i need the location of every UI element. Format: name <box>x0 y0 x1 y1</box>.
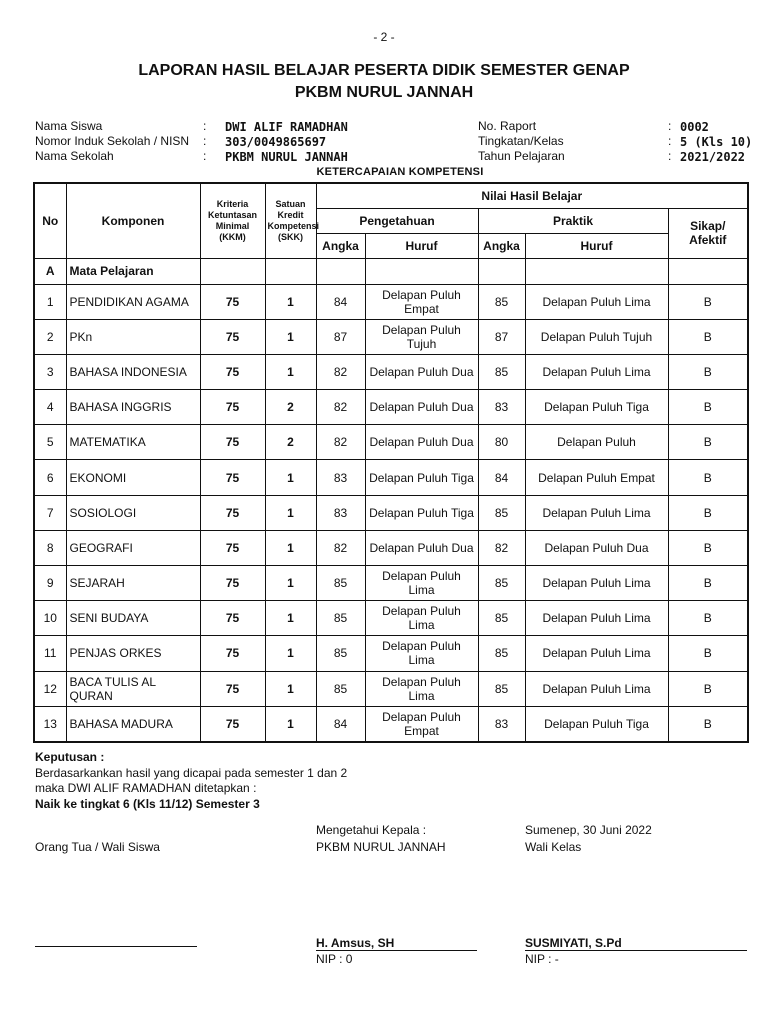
skk-value: 1 <box>265 460 316 495</box>
kkm-value: 75 <box>200 390 265 425</box>
knowledge-words: Delapan Puluh Tiga <box>365 460 478 495</box>
row-number: 5 <box>34 425 66 460</box>
header-nilai-hasil-belajar: Nilai Hasil Belajar <box>316 183 748 208</box>
row-number: 1 <box>34 284 66 319</box>
row-number: 13 <box>34 706 66 742</box>
report-title-line2: PKBM NURUL JANNAH <box>294 84 474 101</box>
teacher-caption: Wali Kelas <box>525 840 582 854</box>
knowledge-score: 83 <box>316 495 365 530</box>
subject-name: BAHASA INGGRIS <box>66 390 200 425</box>
practice-score: 82 <box>478 530 525 565</box>
practice-score: 83 <box>478 706 525 742</box>
table-row <box>34 566 748 601</box>
practice-score: 85 <box>478 495 525 530</box>
header-pengetahuan: Pengetahuan <box>316 208 478 233</box>
table-row <box>34 530 748 565</box>
header-huruf: Huruf <box>525 233 668 258</box>
subject-name: SOSIOLOGI <box>66 495 200 530</box>
decision-line2: maka DWI ALIF RAMADHAN ditetapkan : <box>35 781 257 795</box>
report-title-line1: LAPORAN HASIL BELAJAR PESERTA DIDIK SEMESTER GENAP <box>138 62 630 79</box>
practice-score: 85 <box>478 354 525 389</box>
empty-cell <box>316 258 365 284</box>
subject-name: BAHASA MADURA <box>66 706 200 742</box>
practice-words: Delapan Puluh Empat <box>525 460 668 495</box>
subject-name: BAHASA INDONESIA <box>66 354 200 389</box>
colon: : <box>668 149 672 163</box>
row-number: 9 <box>34 566 66 601</box>
skk-value: 1 <box>265 284 316 319</box>
table-row <box>34 671 748 706</box>
report-number-label: No. Raport <box>478 119 537 133</box>
colon: : <box>203 149 207 163</box>
knowledge-words: Delapan Puluh Lima <box>365 566 478 601</box>
attitude-grade: B <box>668 319 748 354</box>
parent-label: Orang Tua / Wali Siswa <box>35 840 160 854</box>
practice-words: Delapan Puluh Lima <box>525 566 668 601</box>
table-row <box>34 460 748 495</box>
practice-words: Delapan Puluh Lima <box>525 671 668 706</box>
attitude-grade: B <box>668 460 748 495</box>
skk-value: 1 <box>265 601 316 636</box>
knowledge-words: Delapan Puluh Dua <box>365 390 478 425</box>
table-row <box>34 319 748 354</box>
knowledge-score: 87 <box>316 319 365 354</box>
attitude-grade: B <box>668 495 748 530</box>
skk-value: 1 <box>265 671 316 706</box>
nisn-label: Nomor Induk Sekolah / NISN <box>35 134 190 148</box>
knowledge-score: 85 <box>316 601 365 636</box>
practice-words: Delapan Puluh Lima <box>525 601 668 636</box>
header-kkm: Kriteria Ketuntasan Minimal (KKM) <box>200 183 265 258</box>
practice-score: 85 <box>478 636 525 671</box>
section-code: A <box>34 258 66 284</box>
knowledge-words: Delapan Puluh Tujuh <box>365 319 478 354</box>
practice-score: 83 <box>478 390 525 425</box>
kkm-value: 75 <box>200 530 265 565</box>
subject-name: EKONOMI <box>66 460 200 495</box>
knowledge-words: Delapan Puluh Lima <box>365 636 478 671</box>
attitude-grade: B <box>668 566 748 601</box>
attitude-grade: B <box>668 671 748 706</box>
knowledge-score: 82 <box>316 425 365 460</box>
header-komponen: Komponen <box>66 183 200 258</box>
subject-name: GEOGRAFI <box>66 530 200 565</box>
attitude-grade: B <box>668 601 748 636</box>
attitude-grade: B <box>668 425 748 460</box>
empty-cell <box>525 258 668 284</box>
kkm-value: 75 <box>200 601 265 636</box>
row-number: 4 <box>34 390 66 425</box>
skk-value: 1 <box>265 706 316 742</box>
empty-cell <box>200 258 265 284</box>
head-signature-line <box>316 950 477 951</box>
knowledge-words: Delapan Puluh Empat <box>365 706 478 742</box>
subject-name: PENJAS ORKES <box>66 636 200 671</box>
practice-score: 84 <box>478 460 525 495</box>
knowledge-score: 85 <box>316 671 365 706</box>
colon: : <box>203 134 207 148</box>
school-year-label: Tahun Pelajaran <box>478 149 565 163</box>
knowledge-words: Delapan Puluh Dua <box>365 530 478 565</box>
practice-score: 80 <box>478 425 525 460</box>
table-row <box>34 636 748 671</box>
kkm-value: 75 <box>200 284 265 319</box>
table-row <box>34 284 748 319</box>
subject-name: PKn <box>66 319 200 354</box>
kkm-value: 75 <box>200 636 265 671</box>
table-row <box>34 601 748 636</box>
school-name-label: Nama Sekolah <box>35 149 114 163</box>
empty-cell <box>478 258 525 284</box>
row-number: 12 <box>34 671 66 706</box>
attitude-grade: B <box>668 636 748 671</box>
header-sikap: Sikap/ Afektif <box>668 208 748 258</box>
colon: : <box>203 119 207 133</box>
knowledge-score: 83 <box>316 460 365 495</box>
teacher-signature-line <box>525 950 747 951</box>
practice-words: Delapan Puluh Dua <box>525 530 668 565</box>
header-huruf: Huruf <box>365 233 478 258</box>
kkm-value: 75 <box>200 706 265 742</box>
nisn-value: 303/0049865697 <box>225 135 327 149</box>
kkm-value: 75 <box>200 495 265 530</box>
table-row <box>34 390 748 425</box>
decision-result: Naik ke tingkat 6 (Kls 11/12) Semester 3 <box>35 797 260 811</box>
grades-table <box>33 182 749 743</box>
knowledge-score: 82 <box>316 530 365 565</box>
parent-signature-line <box>35 946 197 947</box>
practice-score: 85 <box>478 601 525 636</box>
practice-words: Delapan Puluh Tiga <box>525 706 668 742</box>
school-name-value: PKBM NURUL JANNAH <box>225 150 348 164</box>
section-title: KETERCAPAIAN KOMPETENSI <box>316 166 484 178</box>
attitude-grade: B <box>668 530 748 565</box>
knowledge-words: Delapan Puluh Tiga <box>365 495 478 530</box>
knowledge-score: 85 <box>316 636 365 671</box>
knowledge-words: Delapan Puluh Empat <box>365 284 478 319</box>
skk-value: 1 <box>265 636 316 671</box>
row-number: 10 <box>34 601 66 636</box>
practice-score: 85 <box>478 671 525 706</box>
practice-words: Delapan Puluh Tujuh <box>525 319 668 354</box>
knowledge-words: Delapan Puluh Dua <box>365 425 478 460</box>
practice-words: Delapan Puluh Lima <box>525 354 668 389</box>
head-caption-2: PKBM NURUL JANNAH <box>316 840 446 854</box>
header-angka: Angka <box>316 233 365 258</box>
empty-cell <box>365 258 478 284</box>
row-number: 8 <box>34 530 66 565</box>
skk-value: 2 <box>265 390 316 425</box>
skk-value: 1 <box>265 354 316 389</box>
practice-score: 85 <box>478 284 525 319</box>
knowledge-words: Delapan Puluh Lima <box>365 601 478 636</box>
header-angka: Angka <box>478 233 525 258</box>
practice-score: 87 <box>478 319 525 354</box>
class-value: 5 (Kls 10) <box>680 135 753 149</box>
student-name-value: DWI ALIF RAMADHAN <box>225 120 348 134</box>
class-label: Tingkatan/Kelas <box>478 134 564 148</box>
colon: : <box>668 134 672 148</box>
page-number: - 2 - <box>373 30 395 44</box>
row-number: 3 <box>34 354 66 389</box>
school-year-value: 2021/2022 <box>680 150 746 164</box>
section-label: Mata Pelajaran <box>66 258 200 284</box>
knowledge-score: 84 <box>316 706 365 742</box>
table-row <box>34 706 748 742</box>
place-date: Sumenep, 30 Juni 2022 <box>525 823 652 837</box>
student-name-label: Nama Siswa <box>35 119 103 133</box>
practice-score: 85 <box>478 566 525 601</box>
decision-heading: Keputusan : <box>35 750 105 764</box>
colon: : <box>668 119 672 133</box>
skk-value: 1 <box>265 495 316 530</box>
subject-name: MATEMATIKA <box>66 425 200 460</box>
practice-words: Delapan Puluh Lima <box>525 284 668 319</box>
knowledge-score: 82 <box>316 354 365 389</box>
table-row <box>34 495 748 530</box>
subject-name: BACA TULIS AL QURAN <box>66 671 200 706</box>
report-number-value: 0002 <box>680 120 709 134</box>
kkm-value: 75 <box>200 319 265 354</box>
subject-name: SENI BUDAYA <box>66 601 200 636</box>
practice-words: Delapan Puluh Lima <box>525 636 668 671</box>
skk-value: 2 <box>265 425 316 460</box>
attitude-grade: B <box>668 390 748 425</box>
kkm-value: 75 <box>200 425 265 460</box>
teacher-nip: NIP : - <box>525 952 559 966</box>
knowledge-score: 85 <box>316 566 365 601</box>
skk-value: 1 <box>265 530 316 565</box>
skk-value: 1 <box>265 566 316 601</box>
attitude-grade: B <box>668 284 748 319</box>
table-row <box>34 425 748 460</box>
attitude-grade: B <box>668 706 748 742</box>
practice-words: Delapan Puluh Lima <box>525 495 668 530</box>
empty-cell <box>668 258 748 284</box>
skk-value: 1 <box>265 319 316 354</box>
head-caption-1: Mengetahui Kepala : <box>316 823 427 837</box>
knowledge-score: 82 <box>316 390 365 425</box>
kkm-value: 75 <box>200 460 265 495</box>
kkm-value: 75 <box>200 354 265 389</box>
empty-cell <box>265 258 316 284</box>
knowledge-score: 84 <box>316 284 365 319</box>
practice-words: Delapan Puluh <box>525 425 668 460</box>
head-name: H. Amsus, SH <box>316 936 395 950</box>
teacher-name: SUSMIYATI, S.Pd <box>525 936 622 950</box>
decision-line1: Berdasarkankan hasil yang dicapai pada semester 1 dan 2 <box>35 766 348 780</box>
attitude-grade: B <box>668 354 748 389</box>
row-number: 2 <box>34 319 66 354</box>
head-nip: NIP : 0 <box>316 952 353 966</box>
row-number: 11 <box>34 636 66 671</box>
header-skk: Satuan Kredit Kompetensi (SKK) <box>265 183 316 258</box>
knowledge-words: Delapan Puluh Dua <box>365 354 478 389</box>
table-row <box>34 354 748 389</box>
row-number: 7 <box>34 495 66 530</box>
header-no: No <box>34 183 66 258</box>
kkm-value: 75 <box>200 671 265 706</box>
practice-words: Delapan Puluh Tiga <box>525 390 668 425</box>
header-praktik: Praktik <box>478 208 668 233</box>
row-number: 6 <box>34 460 66 495</box>
section-row <box>34 258 748 284</box>
subject-name: SEJARAH <box>66 566 200 601</box>
knowledge-words: Delapan Puluh Lima <box>365 671 478 706</box>
subject-name: PENDIDIKAN AGAMA <box>66 284 200 319</box>
kkm-value: 75 <box>200 566 265 601</box>
